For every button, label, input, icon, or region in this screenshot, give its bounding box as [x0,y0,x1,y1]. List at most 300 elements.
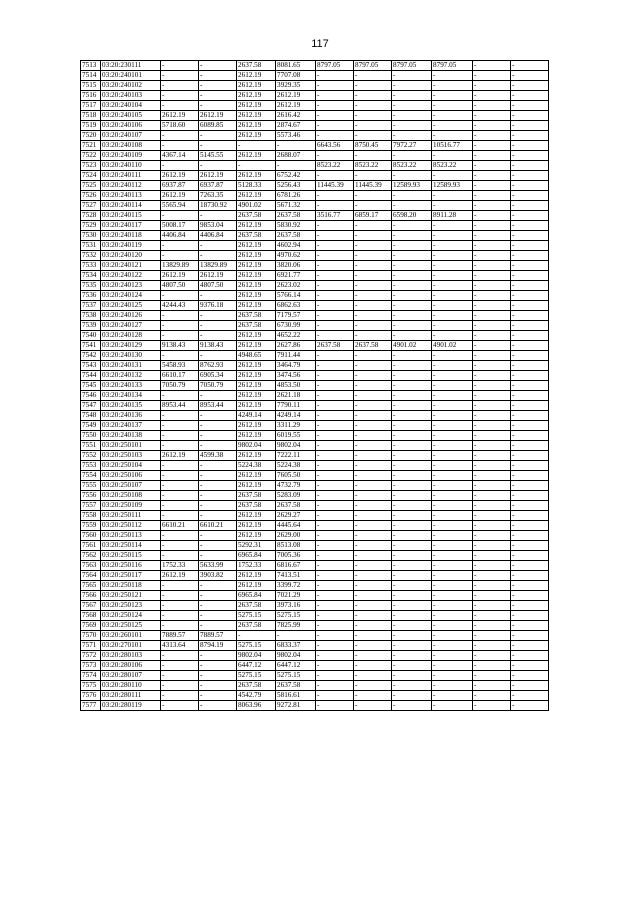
value-cell: - [161,321,199,331]
value-cell: - [354,251,392,261]
value-cell: - [432,611,473,621]
value-cell: 8523.22 [392,161,432,171]
value-cell: - [511,571,549,581]
value-cell: - [432,671,473,681]
row-number-cell: 7541 [81,341,101,351]
value-cell: - [392,191,432,201]
value-cell: - [511,411,549,421]
row-number-cell: 7571 [81,641,101,651]
value-cell: - [511,271,549,281]
value-cell: - [354,421,392,431]
value-cell: - [511,251,549,261]
value-cell: - [392,381,432,391]
table-row [81,411,549,421]
value-cell: - [161,81,199,91]
row-number-cell: 7552 [81,451,101,461]
value-cell: - [354,191,392,201]
value-cell: - [199,61,237,71]
code-cell: 03:20:240128 [101,331,161,341]
value-cell: - [316,651,354,661]
value-cell: - [473,501,511,511]
value-cell: - [354,241,392,251]
value-cell: - [392,661,432,671]
value-cell: - [392,101,432,111]
code-cell: 03:20:240134 [101,391,161,401]
value-cell: - [511,561,549,571]
value-cell: 8750.45 [354,141,392,151]
value-cell: - [316,371,354,381]
value-cell: 12589.93 [392,181,432,191]
value-cell: 6859.17 [354,211,392,221]
table-row [81,631,549,641]
value-cell: - [316,351,354,361]
value-cell: - [199,311,237,321]
value-cell: - [276,141,316,151]
value-cell: - [511,331,549,341]
value-cell: - [473,451,511,461]
table-row [81,421,549,431]
value-cell: - [432,331,473,341]
value-cell: 2612.19 [237,361,276,371]
code-cell: 03:20:240133 [101,381,161,391]
value-cell: - [473,551,511,561]
value-cell: 2612.19 [237,71,276,81]
value-cell: 2612.19 [237,301,276,311]
code-cell: 03:20:250103 [101,451,161,461]
value-cell: - [316,571,354,581]
row-number-cell: 7564 [81,571,101,581]
value-cell: - [511,521,549,531]
value-cell: 8523.22 [432,161,473,171]
code-cell: 03:20:240115 [101,211,161,221]
value-cell: 4406.84 [199,231,237,241]
value-cell: 6089.85 [199,121,237,131]
value-cell: - [511,111,549,121]
value-cell: - [392,391,432,401]
value-cell: - [432,151,473,161]
value-cell: 2637.58 [276,681,316,691]
code-cell: 03:20:250123 [101,601,161,611]
value-cell: - [392,271,432,281]
value-cell: - [392,301,432,311]
code-cell: 03:20:250116 [101,561,161,571]
value-cell: - [511,661,549,671]
value-cell: 2612.19 [237,221,276,231]
value-cell: - [392,471,432,481]
value-cell: - [392,691,432,701]
value-cell: - [432,261,473,271]
row-number-cell: 7536 [81,291,101,301]
value-cell: 4901.02 [432,341,473,351]
table-row [81,571,549,581]
code-cell: 03:20:240125 [101,301,161,311]
code-cell: 03:20:240101 [101,71,161,81]
table-row [81,331,549,341]
value-cell: - [199,481,237,491]
value-cell: - [161,481,199,491]
row-number-cell: 7574 [81,671,101,681]
value-cell: - [161,71,199,81]
table-row [81,651,549,661]
value-cell: - [432,391,473,401]
value-cell: - [511,151,549,161]
value-cell: - [432,681,473,691]
value-cell: 3903.82 [199,571,237,581]
value-cell: 3474.56 [276,371,316,381]
value-cell: - [511,421,549,431]
value-cell: 9802.04 [276,651,316,661]
value-cell: - [473,431,511,441]
code-cell: 03:20:250108 [101,491,161,501]
value-cell: - [392,441,432,451]
value-cell: - [354,651,392,661]
row-number-cell: 7560 [81,531,101,541]
value-cell: - [161,411,199,421]
value-cell: - [199,591,237,601]
value-cell: 2637.58 [237,491,276,501]
value-cell: - [473,581,511,591]
value-cell: - [432,241,473,251]
value-cell: - [316,541,354,551]
value-cell: 6781.26 [276,191,316,201]
row-number-cell: 7528 [81,211,101,221]
table-row [81,171,549,181]
value-cell: 8797.05 [316,61,354,71]
code-cell: 03:20:240135 [101,401,161,411]
value-cell: 8063.96 [237,701,276,711]
value-cell: - [392,651,432,661]
value-cell: - [316,671,354,681]
value-cell: - [199,541,237,551]
value-cell: 2612.19 [237,261,276,271]
table-row [81,71,549,81]
value-cell: - [316,221,354,231]
code-cell: 03:20:240122 [101,271,161,281]
code-cell: 03:20:240106 [101,121,161,131]
value-cell: - [161,431,199,441]
row-number-cell: 7572 [81,651,101,661]
value-cell: - [473,571,511,581]
value-cell: - [432,631,473,641]
code-cell: 03:20:250117 [101,571,161,581]
value-cell: - [392,611,432,621]
value-cell: - [354,451,392,461]
value-cell: - [511,351,549,361]
code-cell: 03:20:250107 [101,481,161,491]
value-cell: - [316,261,354,271]
value-cell: 2637.58 [237,211,276,221]
value-cell: 2637.58 [237,601,276,611]
row-number-cell: 7514 [81,71,101,81]
value-cell: - [392,91,432,101]
code-cell: 03:20:240103 [101,91,161,101]
table-row [81,131,549,141]
value-cell: 1752.33 [237,561,276,571]
table-row [81,281,549,291]
value-cell: - [161,131,199,141]
value-cell: - [161,461,199,471]
value-cell: - [354,111,392,121]
value-cell: - [354,101,392,111]
value-cell: - [316,311,354,321]
value-cell: 2612.19 [276,101,316,111]
value-cell: - [511,201,549,211]
value-cell: - [392,541,432,551]
value-cell: - [473,181,511,191]
value-cell: - [473,171,511,181]
value-cell: - [161,161,199,171]
table-row [81,451,549,461]
row-number-cell: 7547 [81,401,101,411]
table-row [81,461,549,471]
value-cell: - [316,461,354,471]
value-cell: 8794.19 [199,641,237,651]
value-cell: - [161,661,199,671]
value-cell: - [354,551,392,561]
value-cell: - [316,171,354,181]
value-cell: - [473,651,511,661]
value-cell: 2637.58 [237,231,276,241]
value-cell: 2612.19 [161,451,199,461]
value-cell: - [511,531,549,541]
row-number-cell: 7562 [81,551,101,561]
value-cell: 7021.29 [276,591,316,601]
value-cell: 2629.27 [276,511,316,521]
value-cell: 6816.67 [276,561,316,571]
value-cell: 2637.58 [276,231,316,241]
value-cell: - [432,351,473,361]
value-cell: 4901.02 [392,341,432,351]
value-cell: - [511,171,549,181]
value-cell: 2627.86 [276,341,316,351]
value-cell: - [473,491,511,501]
value-cell: 13829.89 [161,261,199,271]
value-cell: - [354,121,392,131]
row-number-cell: 7532 [81,251,101,261]
value-cell: - [473,151,511,161]
value-cell: - [432,81,473,91]
value-cell: 2612.19 [237,281,276,291]
value-cell: 2612.19 [161,171,199,181]
value-cell: - [511,491,549,501]
value-cell: 2612.19 [237,81,276,91]
value-cell: 2621.18 [276,391,316,401]
value-cell: - [511,451,549,461]
row-number-cell: 7515 [81,81,101,91]
value-cell: - [199,331,237,341]
value-cell: - [316,91,354,101]
data-table [80,60,549,711]
row-number-cell: 7533 [81,261,101,271]
value-cell: 5573.46 [276,131,316,141]
value-cell: - [392,501,432,511]
value-cell: 6752.42 [276,171,316,181]
value-cell: - [354,501,392,511]
value-cell: - [432,111,473,121]
value-cell: - [511,181,549,191]
table-row [81,91,549,101]
row-number-cell: 7519 [81,121,101,131]
row-number-cell: 7556 [81,491,101,501]
row-number-cell: 7576 [81,691,101,701]
value-cell: - [161,651,199,661]
table-row [81,471,549,481]
value-cell: 5766.14 [276,291,316,301]
value-cell: - [432,471,473,481]
value-cell: 6598.20 [392,211,432,221]
value-cell: 2612.19 [237,91,276,101]
value-cell: - [354,471,392,481]
value-cell: - [392,671,432,681]
value-cell: - [392,631,432,641]
row-number-cell: 7561 [81,541,101,551]
table-row [81,431,549,441]
value-cell: - [237,141,276,151]
table-row [81,241,549,251]
value-cell: - [199,701,237,711]
row-number-cell: 7525 [81,181,101,191]
value-cell: 2637.58 [354,341,392,351]
value-cell: - [316,281,354,291]
value-cell: - [511,501,549,511]
value-cell: - [354,301,392,311]
value-cell: - [354,371,392,381]
table-row [81,601,549,611]
row-number-cell: 7521 [81,141,101,151]
value-cell: - [432,531,473,541]
code-cell: 03:20:240123 [101,281,161,291]
value-cell: - [392,571,432,581]
row-number-cell: 7555 [81,481,101,491]
code-cell: 03:20:240110 [101,161,161,171]
row-number-cell: 7568 [81,611,101,621]
row-number-cell: 7540 [81,331,101,341]
value-cell: - [392,451,432,461]
table-row [81,321,549,331]
table-row [81,161,549,171]
value-cell: - [511,341,549,351]
value-cell: - [511,681,549,691]
value-cell: - [473,661,511,671]
table-row [81,641,549,651]
value-cell: - [473,81,511,91]
value-cell: - [354,641,392,651]
table-row [81,441,549,451]
value-cell: - [473,691,511,701]
value-cell: - [511,381,549,391]
value-cell: - [161,251,199,261]
value-cell: 9802.04 [237,441,276,451]
value-cell: - [473,391,511,401]
value-cell: - [432,641,473,651]
table-row [81,311,549,321]
value-cell: 2612.19 [161,571,199,581]
value-cell: 8523.22 [354,161,392,171]
value-cell: - [276,631,316,641]
value-cell: - [316,421,354,431]
value-cell: - [432,361,473,371]
code-cell: 03:20:240108 [101,141,161,151]
value-cell: - [473,321,511,331]
value-cell: - [354,261,392,271]
value-cell: - [199,501,237,511]
value-cell: - [316,381,354,391]
value-cell: 5275.15 [276,671,316,681]
value-cell: - [432,581,473,591]
value-cell: - [392,121,432,131]
code-cell: 03:20:250106 [101,471,161,481]
value-cell: 7825.99 [276,621,316,631]
value-cell: 2612.19 [237,511,276,521]
value-cell: - [199,651,237,661]
value-cell: - [316,471,354,481]
value-cell: - [354,561,392,571]
value-cell: - [316,321,354,331]
value-cell: - [432,451,473,461]
value-cell: - [354,691,392,701]
value-cell: - [316,401,354,411]
value-cell: 5565.94 [161,201,199,211]
value-cell: 2612.19 [199,111,237,121]
value-cell: - [511,701,549,711]
value-cell: - [473,241,511,251]
value-cell: - [199,491,237,501]
value-cell: - [473,131,511,141]
row-number-cell: 7559 [81,521,101,531]
value-cell: 2612.19 [237,431,276,441]
table-row [81,561,549,571]
value-cell: 6833.37 [276,641,316,651]
value-cell: - [392,681,432,691]
value-cell: 6862.63 [276,301,316,311]
value-cell: - [473,221,511,231]
table-row [81,401,549,411]
value-cell: - [511,321,549,331]
row-number-cell: 7573 [81,661,101,671]
value-cell: - [511,221,549,231]
value-cell: - [473,411,511,421]
value-cell: - [354,71,392,81]
value-cell: - [392,281,432,291]
value-cell: - [473,341,511,351]
value-cell: - [511,61,549,71]
value-cell: - [432,301,473,311]
value-cell: - [511,461,549,471]
value-cell: - [161,211,199,221]
value-cell: - [432,511,473,521]
value-cell: - [199,351,237,361]
value-cell: 2612.19 [237,131,276,141]
value-cell: - [354,661,392,671]
value-cell: - [432,411,473,421]
value-cell: - [432,291,473,301]
value-cell: - [161,681,199,691]
value-cell: 2612.19 [237,571,276,581]
value-cell: 8797.05 [392,61,432,71]
value-cell: - [161,61,199,71]
value-cell: 5816.61 [276,691,316,701]
value-cell: 12589.93 [432,181,473,191]
value-cell: 2637.58 [237,61,276,71]
value-cell: - [199,421,237,431]
value-cell: - [199,531,237,541]
value-cell: 5275.15 [237,611,276,621]
code-cell: 03:20:240102 [101,81,161,91]
row-number-cell: 7531 [81,241,101,251]
value-cell: - [354,521,392,531]
value-cell: 2637.58 [237,681,276,691]
value-cell: - [432,271,473,281]
